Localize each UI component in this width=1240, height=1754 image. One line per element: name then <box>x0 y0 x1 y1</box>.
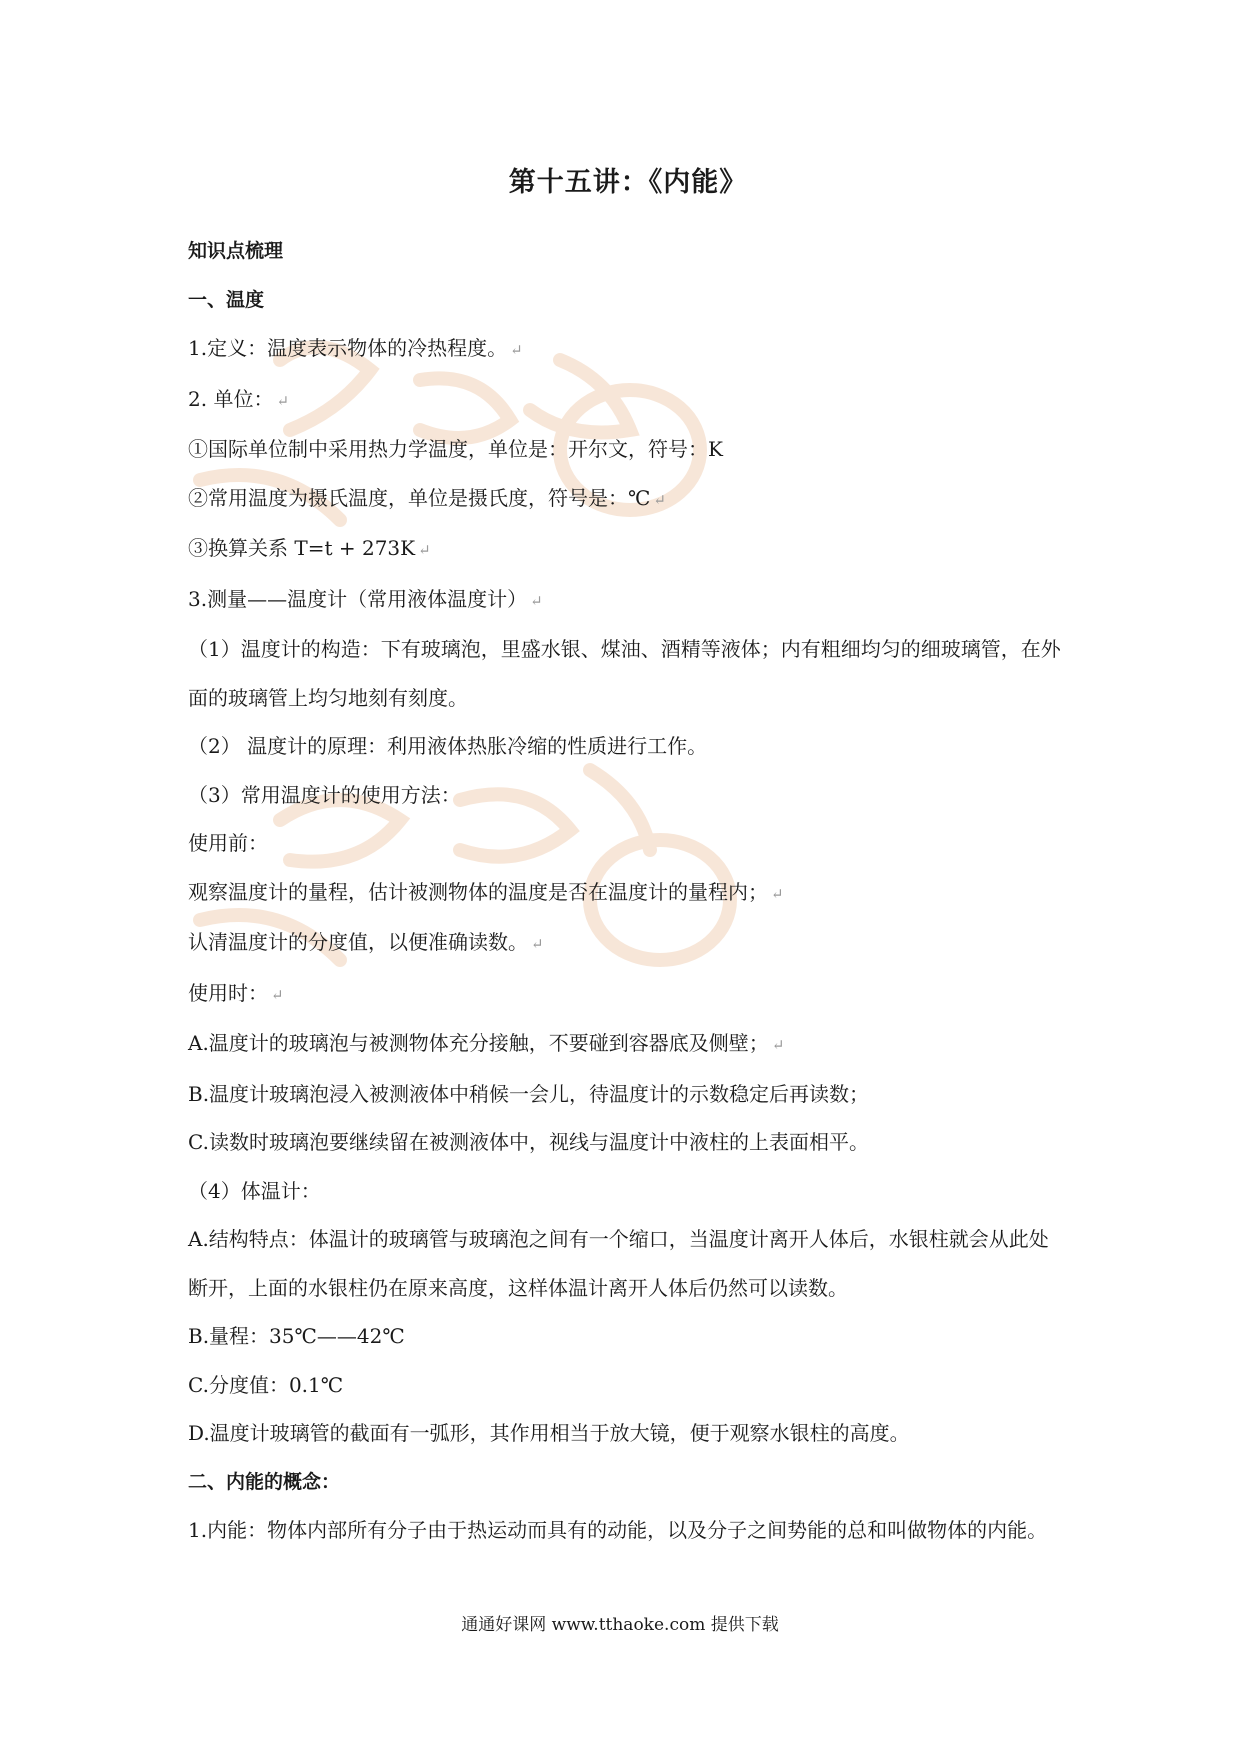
line-text: B.温度计玻璃泡浸入被测液体中稍候一会儿，待温度计的示数稳定后再读数； <box>188 1081 870 1106</box>
line-text: （1）温度计的构造：下有玻璃泡，里盛水银、煤油、酒精等液体；内有粗细均匀的细玻璃管，在外面的玻璃管上均匀地刻有刻度。 <box>188 637 1061 710</box>
paragraph-mark-icon: ↵ <box>510 341 523 359</box>
text-line <box>188 868 1068 919</box>
line-text: 知识点梳理 <box>188 240 284 262</box>
paragraph-mark-icon: ↵ <box>271 985 284 1004</box>
line-text: 二、内能的概念： <box>188 1470 341 1493</box>
text-line <box>188 425 1068 474</box>
text-line <box>188 324 1068 375</box>
line-text: ①国际单位制中采用热力学温度，单位是：开尔文，符号：K <box>188 437 723 461</box>
text-line <box>188 575 1068 626</box>
line-text: C.读数时玻璃泡要继续留在被测液体中，视线与温度计中液柱的上表面相平。 <box>188 1130 869 1154</box>
line-text: 使用前： <box>188 831 268 855</box>
document-page <box>188 160 1068 1555</box>
text-line <box>188 1409 1068 1458</box>
text-line <box>188 1506 1068 1555</box>
line-text: A.温度计的玻璃泡与被测物体充分接触，不要碰到容器底及侧壁； <box>188 1031 769 1055</box>
line-text: C.分度值：0.1℃ <box>188 1372 344 1397</box>
text-line <box>188 969 1068 1020</box>
line-text: 认清温度计的分度值，以便准确读数。 <box>188 930 528 954</box>
paragraph-mark-icon: ↵ <box>530 591 543 610</box>
paragraph-mark-icon: ↵ <box>771 884 784 903</box>
document-body <box>188 227 1068 1555</box>
text-line <box>188 771 1068 820</box>
text-line <box>188 1215 1068 1312</box>
text-line <box>188 625 1068 722</box>
section-heading <box>188 227 1068 276</box>
paragraph-mark-icon: ↵ <box>418 541 431 559</box>
line-text: 观察温度计的量程，估计被测物体的温度是否在温度计的量程内； <box>188 879 768 904</box>
text-line <box>188 1070 1068 1119</box>
line-text: D.温度计玻璃管的截面有一弧形，其作用相当于放大镜，便于观察水银柱的高度。 <box>188 1421 910 1445</box>
text-line <box>188 1019 1068 1070</box>
paragraph-mark-icon: ↵ <box>531 935 544 953</box>
paragraph-mark-icon: ↵ <box>771 1036 785 1054</box>
line-text: A.结构特点：体温计的玻璃管与玻璃泡之间有一个缩口，当温度计离开人体后，水银柱就会从此处断开，上面的水银柱仍在原来高度，这样体温计离开人体后仍然可以读数。 <box>188 1227 1049 1300</box>
text-line <box>188 1312 1068 1361</box>
line-text: 2. 单位： <box>188 386 274 411</box>
section-heading <box>188 276 1068 325</box>
text-line <box>188 819 1068 868</box>
line-text: （2） 温度计的原理：利用液体热胀冷缩的性质进行工作。 <box>188 734 708 758</box>
paragraph-mark-icon: ↵ <box>276 391 290 410</box>
line-text: 3.测量——温度计（常用液体温度计） <box>188 586 528 611</box>
line-text: （3）常用温度计的使用方法： <box>188 782 461 807</box>
text-line <box>188 722 1068 771</box>
line-text: B.量程：35℃——42℃ <box>188 1324 405 1348</box>
line-text: 使用时： <box>188 980 268 1005</box>
text-line <box>188 524 1068 575</box>
line-text: 1.内能：物体内部所有分子由于热运动而具有的动能，以及分子之间势能的总和叫做物体的内能。 <box>188 1518 1048 1542</box>
line-text: ③换算关系 T=t + 273K <box>188 536 416 560</box>
page-title: 第十五讲：《内能》 <box>508 167 748 198</box>
paragraph-mark-icon: ↵ <box>653 490 666 509</box>
line-text: ②常用温度为摄氏温度，单位是摄氏度，符号是：℃ <box>188 485 651 510</box>
text-line <box>188 918 1068 969</box>
text-line <box>188 1361 1068 1410</box>
text-line <box>188 474 1068 525</box>
line-text: （4）体温计： <box>188 1178 321 1203</box>
text-line <box>188 1167 1068 1216</box>
page-footer: 通通好课网 www.tthaoke.com 提供下载 <box>461 1615 779 1635</box>
text-line <box>188 1118 1068 1167</box>
line-text: 1.定义：温度表示物体的冷热程度。 <box>188 336 508 360</box>
text-line <box>188 375 1068 426</box>
line-text: 一、温度 <box>188 288 265 311</box>
section-heading <box>188 1458 1068 1507</box>
